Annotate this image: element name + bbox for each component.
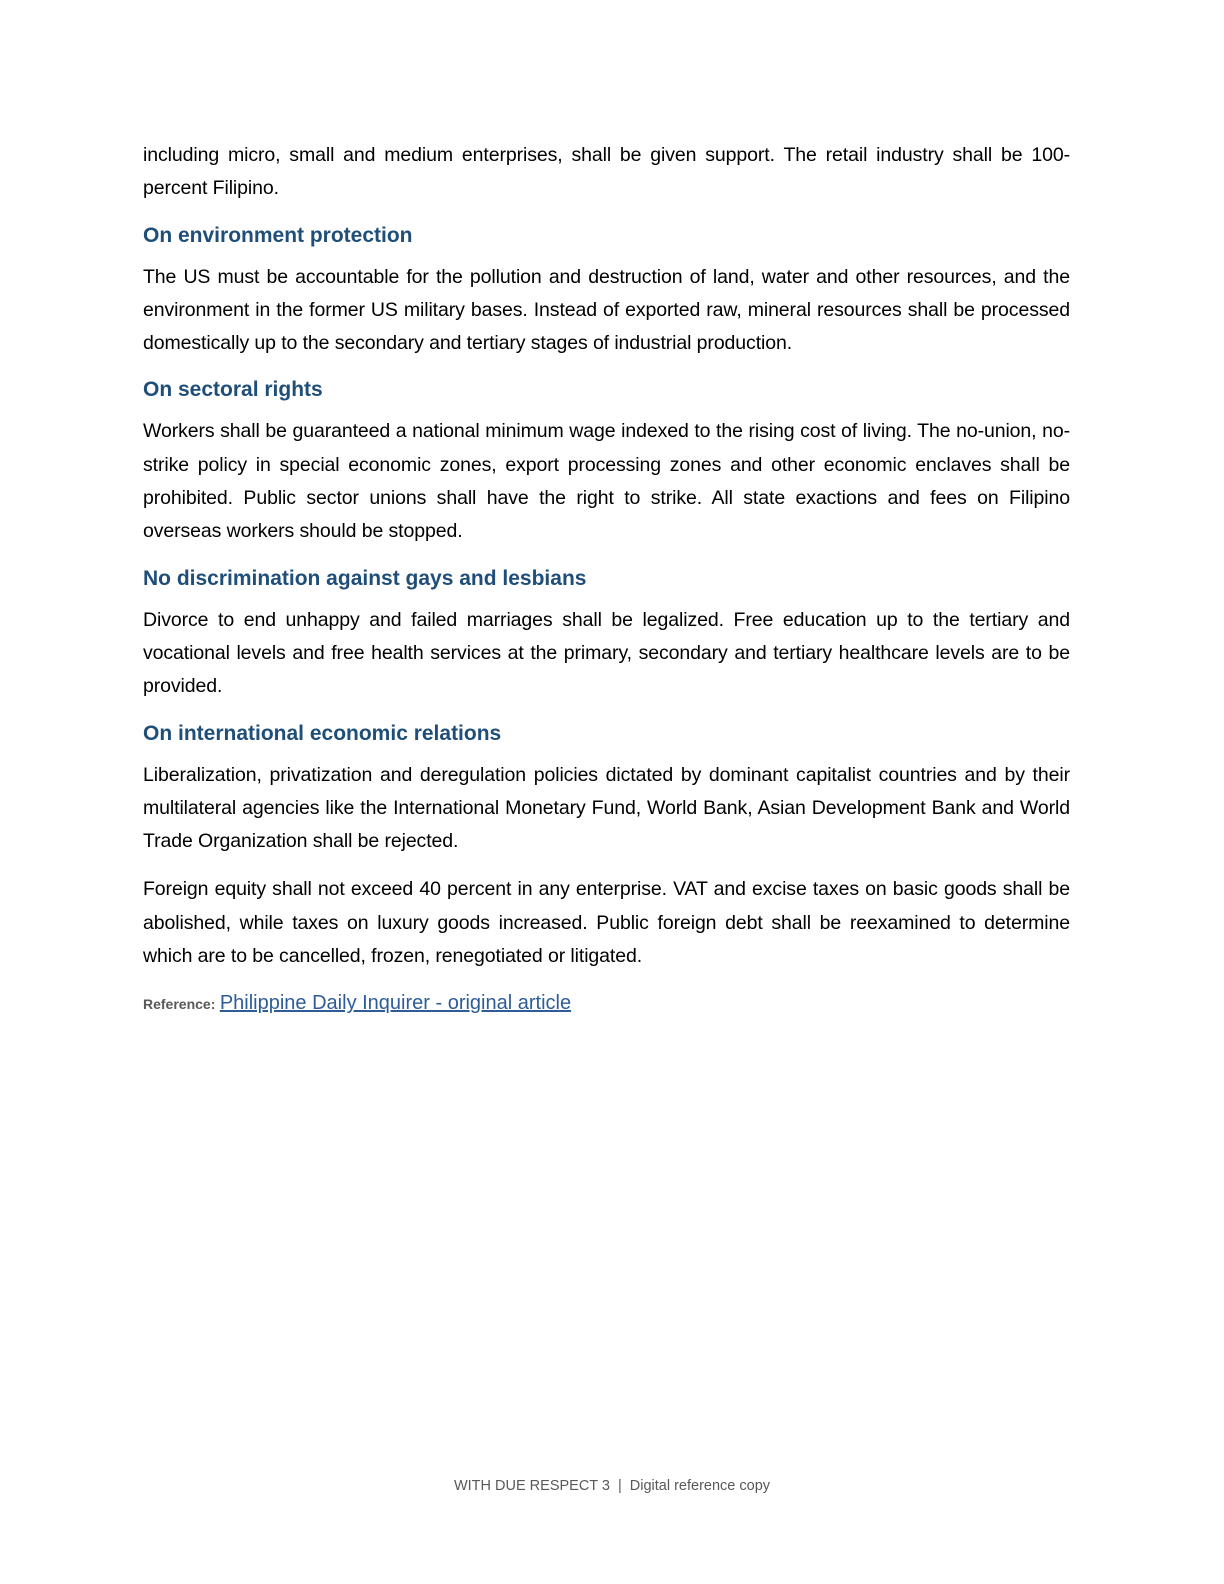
section-paragraph: Divorce to end unhappy and failed marriages shall be legalized. Free education up to the tertiary and vocational levels and free health services at the primary, secondary and tertiary healthcare levels are to be provided. — [143, 608, 1070, 698]
reference-label: Reference: — [143, 996, 216, 1013]
section-paragraph: Workers shall be guaranteed a national minimum wage indexed to the rising cost of living. The no-union, no-strike policy in special economic zones, export processing zones and other economic enclaves shall be prohibited. Public sector unions shall have the right to strike. All state exactions and fees on Filipino overseas workers should be stopped. — [143, 420, 1070, 543]
section-heading: No discrimination against gays and lesbians — [143, 566, 587, 590]
section-heading: On international economic relations — [143, 721, 502, 745]
footer-title: WITH DUE RESPECT 3 — [453, 1478, 610, 1494]
section-sectoral-rights — [143, 375, 1070, 548]
section-international-economic-relations — [143, 719, 1070, 974]
document-body — [143, 139, 1070, 1020]
intro-paragraph: including micro, small and medium enterprises, shall be given support. The retail industry shall be 100-percent Filipino. — [143, 144, 1070, 200]
footer-note: Digital reference copy — [629, 1478, 771, 1494]
section-heading: On sectoral rights — [143, 378, 323, 402]
section-no-discrimination — [143, 564, 1070, 704]
page-footer — [0, 1478, 1224, 1494]
footer-separator: | — [618, 1478, 622, 1494]
section-heading: On environment protection — [143, 223, 413, 247]
reference-link[interactable]: Philippine Daily Inquirer - original article — [219, 992, 572, 1015]
section-environment-protection — [143, 221, 1070, 361]
section-paragraph: Liberalization, privatization and deregulation policies dictated by dominant capitalist countries and by their multilateral agencies like the International Monetary Fund, World Bank, Asian Development Bank and World Trade Organization shall be rejected. — [143, 763, 1070, 853]
section-paragraph: Foreign equity shall not exceed 40 percent in any enterprise. VAT and excise taxes on basic goods shall be abolished, while taxes on luxury goods increased. Public foreign debt shall be reexamined to determine which are to be cancelled, frozen, renegotiated or litigated. — [143, 878, 1070, 968]
section-paragraph: The US must be accountable for the pollution and destruction of land, water and other resources, and the environment in the former US military bases. Instead of exported raw, mineral resources shall be processed domestically up to the secondary and tertiary stages of industrial production. — [143, 265, 1070, 355]
reference-line — [143, 988, 1070, 1020]
